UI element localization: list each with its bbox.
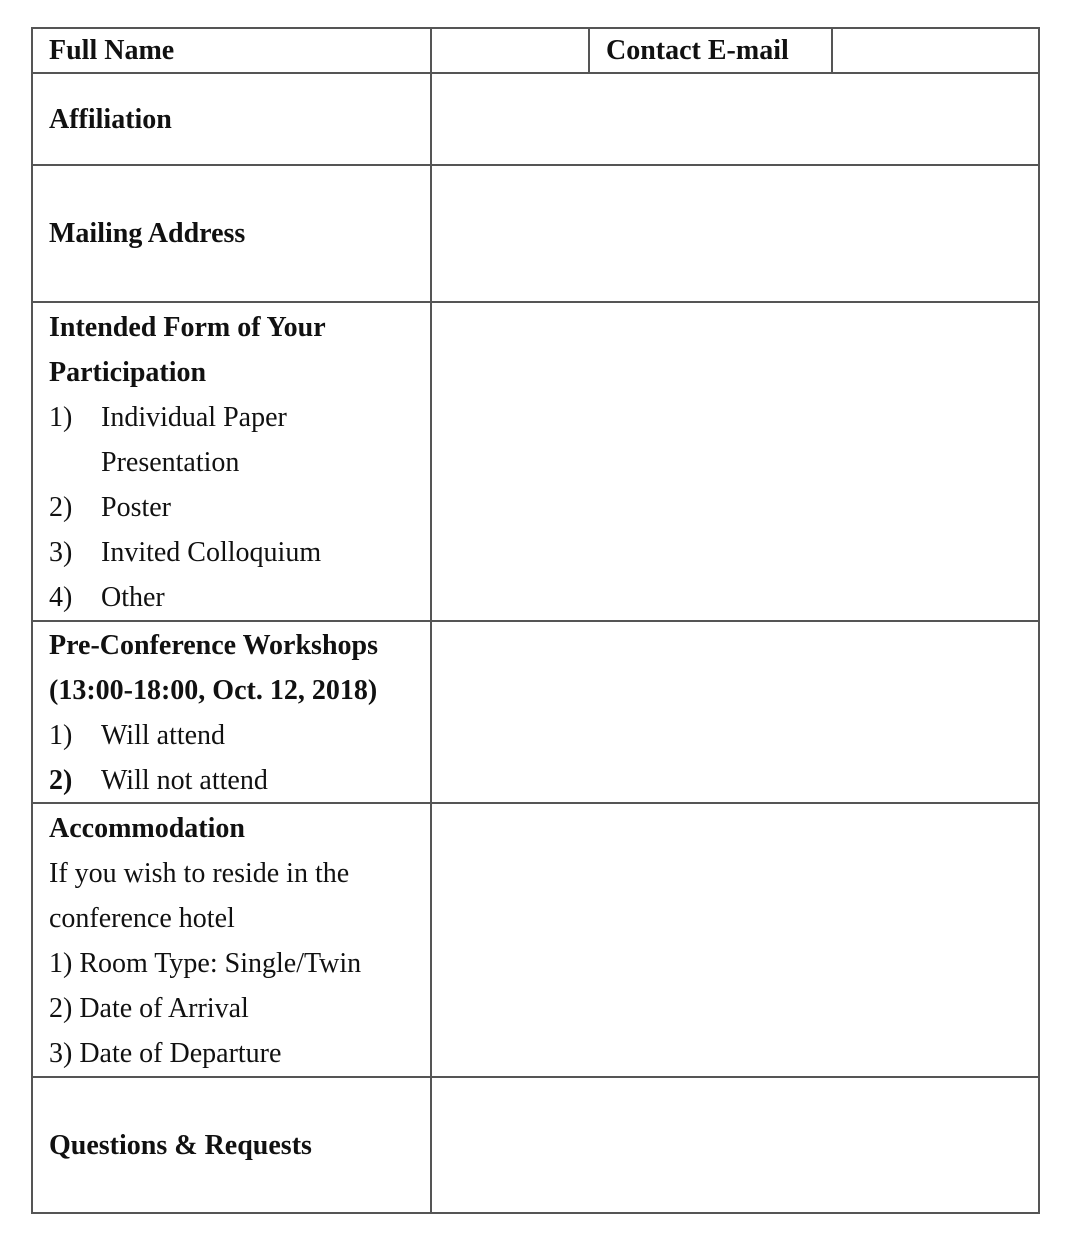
workshops-option-1-num: 1) <box>49 720 73 751</box>
affiliation-field[interactable] <box>432 74 1038 164</box>
participation-option-2-text: Poster <box>101 492 171 523</box>
accommodation-label-cell <box>33 806 430 1076</box>
participation-option-1 <box>49 395 430 440</box>
workshops-option-1-text: Will attend <box>101 720 226 751</box>
table-border-bottom <box>31 1212 1040 1214</box>
affiliation-label-cell <box>33 74 430 164</box>
contact-email-label-cell <box>590 29 831 72</box>
accommodation-desc-line1: If you wish to reside in the <box>49 858 350 889</box>
participation-option-1-continuation <box>49 440 430 485</box>
mailing-address-field[interactable] <box>432 166 1038 301</box>
full-name-label: Full Name <box>49 35 175 66</box>
workshops-title-line1: Pre-Conference Workshops <box>49 630 378 661</box>
workshops-title-line2: (13:00-18:00, Oct. 12, 2018) <box>49 675 378 706</box>
accommodation-item-arrival: 2) Date of Arrival <box>49 993 249 1024</box>
participation-option-3-num: 3) <box>49 537 73 568</box>
accommodation-field[interactable] <box>432 804 1038 1076</box>
participation-label-cell <box>33 305 430 620</box>
questions-label: Questions & Requests <box>49 1129 312 1161</box>
participation-option-4-num: 4) <box>49 582 73 613</box>
mailing-address-label-cell <box>33 166 430 301</box>
contact-email-field[interactable] <box>833 29 1038 72</box>
accommodation-title: Accommodation <box>49 813 245 844</box>
questions-label-cell <box>33 1078 430 1212</box>
participation-title-line2: Participation <box>49 357 207 388</box>
participation-option-1-text-line2: Presentation <box>101 447 240 478</box>
workshops-field[interactable] <box>432 622 1038 802</box>
workshops-option-2-text: Will not attend <box>101 765 268 796</box>
participation-option-2-num: 2) <box>49 492 73 523</box>
participation-option-3 <box>49 530 430 575</box>
workshops-option-1 <box>49 713 430 758</box>
accommodation-item-room-type: 1) Room Type: Single/Twin <box>49 948 362 979</box>
mailing-address-label: Mailing Address <box>49 218 246 249</box>
participation-option-2 <box>49 485 430 530</box>
questions-field[interactable] <box>432 1078 1038 1212</box>
participation-option-1-text-line1: Individual Paper <box>101 402 287 433</box>
participation-title-line1: Intended Form of Your <box>49 312 326 343</box>
workshops-option-2-num: 2) <box>49 765 73 796</box>
affiliation-label: Affiliation <box>49 103 172 135</box>
participation-option-4-text: Other <box>101 582 165 613</box>
participation-option-3-text: Invited Colloquium <box>101 537 322 568</box>
full-name-label-cell <box>33 29 430 72</box>
participation-field[interactable] <box>432 303 1038 620</box>
workshops-option-2 <box>49 758 430 803</box>
accommodation-desc-line2: conference hotel <box>49 903 235 934</box>
full-name-field[interactable] <box>432 29 588 72</box>
workshops-label-cell <box>33 623 430 802</box>
table-border-right <box>1038 27 1040 1214</box>
participation-option-1-num: 1) <box>49 402 73 433</box>
contact-email-label: Contact E-mail <box>606 35 789 66</box>
participation-option-4 <box>49 575 430 620</box>
accommodation-item-departure: 3) Date of Departure <box>49 1038 282 1069</box>
